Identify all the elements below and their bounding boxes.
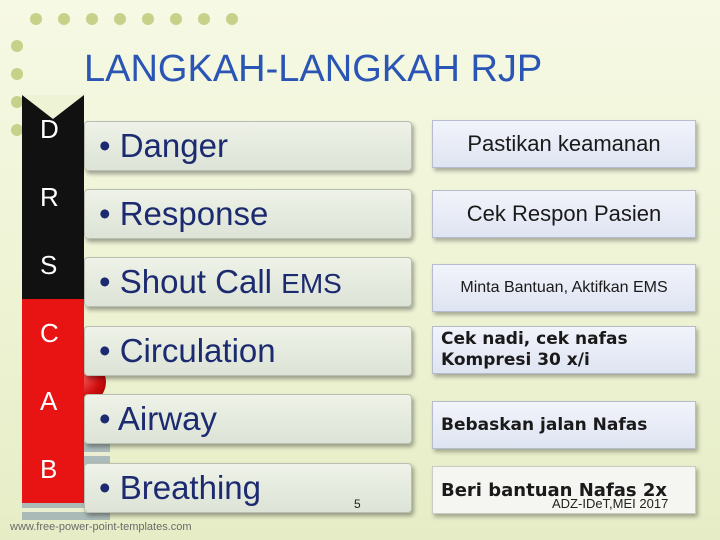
step-label: • Danger: [99, 127, 228, 164]
step-label-ems: EMS: [281, 268, 342, 299]
action-text: Minta Bantuan, Aktifkan EMS: [460, 279, 668, 296]
action-line-2: Kompresi 30 x/i: [441, 350, 590, 370]
decorative-dots-top: [30, 8, 290, 30]
step-bar-circulation: [84, 326, 412, 376]
action-box-danger: [432, 120, 696, 168]
step-bar-danger: [84, 121, 412, 171]
action-box-shout-call: [432, 264, 696, 312]
action-text: Pastikan keamanan: [467, 131, 661, 156]
step-label-main: • Shout Call: [99, 263, 272, 300]
action-text: Beri bantuan Nafas 2x: [441, 479, 668, 501]
arrow-notch: [22, 95, 84, 119]
page-number: 5: [354, 497, 361, 511]
letter-c: C: [22, 299, 84, 367]
action-box-response: [432, 190, 696, 238]
action-text: Bebaskan jalan Nafas: [441, 414, 648, 435]
step-label: • Circulation: [99, 332, 276, 369]
step-bar-response: [84, 189, 412, 239]
letter-r: R: [22, 163, 84, 231]
action-text: [441, 329, 628, 371]
letter-b: B: [22, 435, 84, 503]
step-label: [99, 258, 342, 306]
step-label: • Airway: [99, 400, 217, 437]
action-line-1: Cek nadi, cek nafas: [441, 329, 628, 349]
action-box-airway: [432, 401, 696, 449]
action-box-circulation: [432, 326, 696, 374]
letter-d: D: [22, 95, 84, 163]
step-label: • Breathing: [99, 469, 261, 506]
letter-a: A: [22, 367, 84, 435]
letter-s: S: [22, 231, 84, 299]
credit-text: ADZ-IDeT,MEI 2017: [552, 496, 669, 511]
acronym-column: [22, 95, 84, 540]
step-label: • Response: [99, 195, 269, 232]
step-bar-breathing: [84, 463, 412, 513]
slide-title: LANGKAH-LANGKAH RJP: [84, 48, 543, 90]
step-bar-shout-call: [84, 257, 412, 307]
footer-url: www.free-power-point-templates.com: [10, 521, 192, 533]
step-bar-airway: [84, 394, 412, 444]
action-text: Cek Respon Pasien: [466, 201, 662, 226]
